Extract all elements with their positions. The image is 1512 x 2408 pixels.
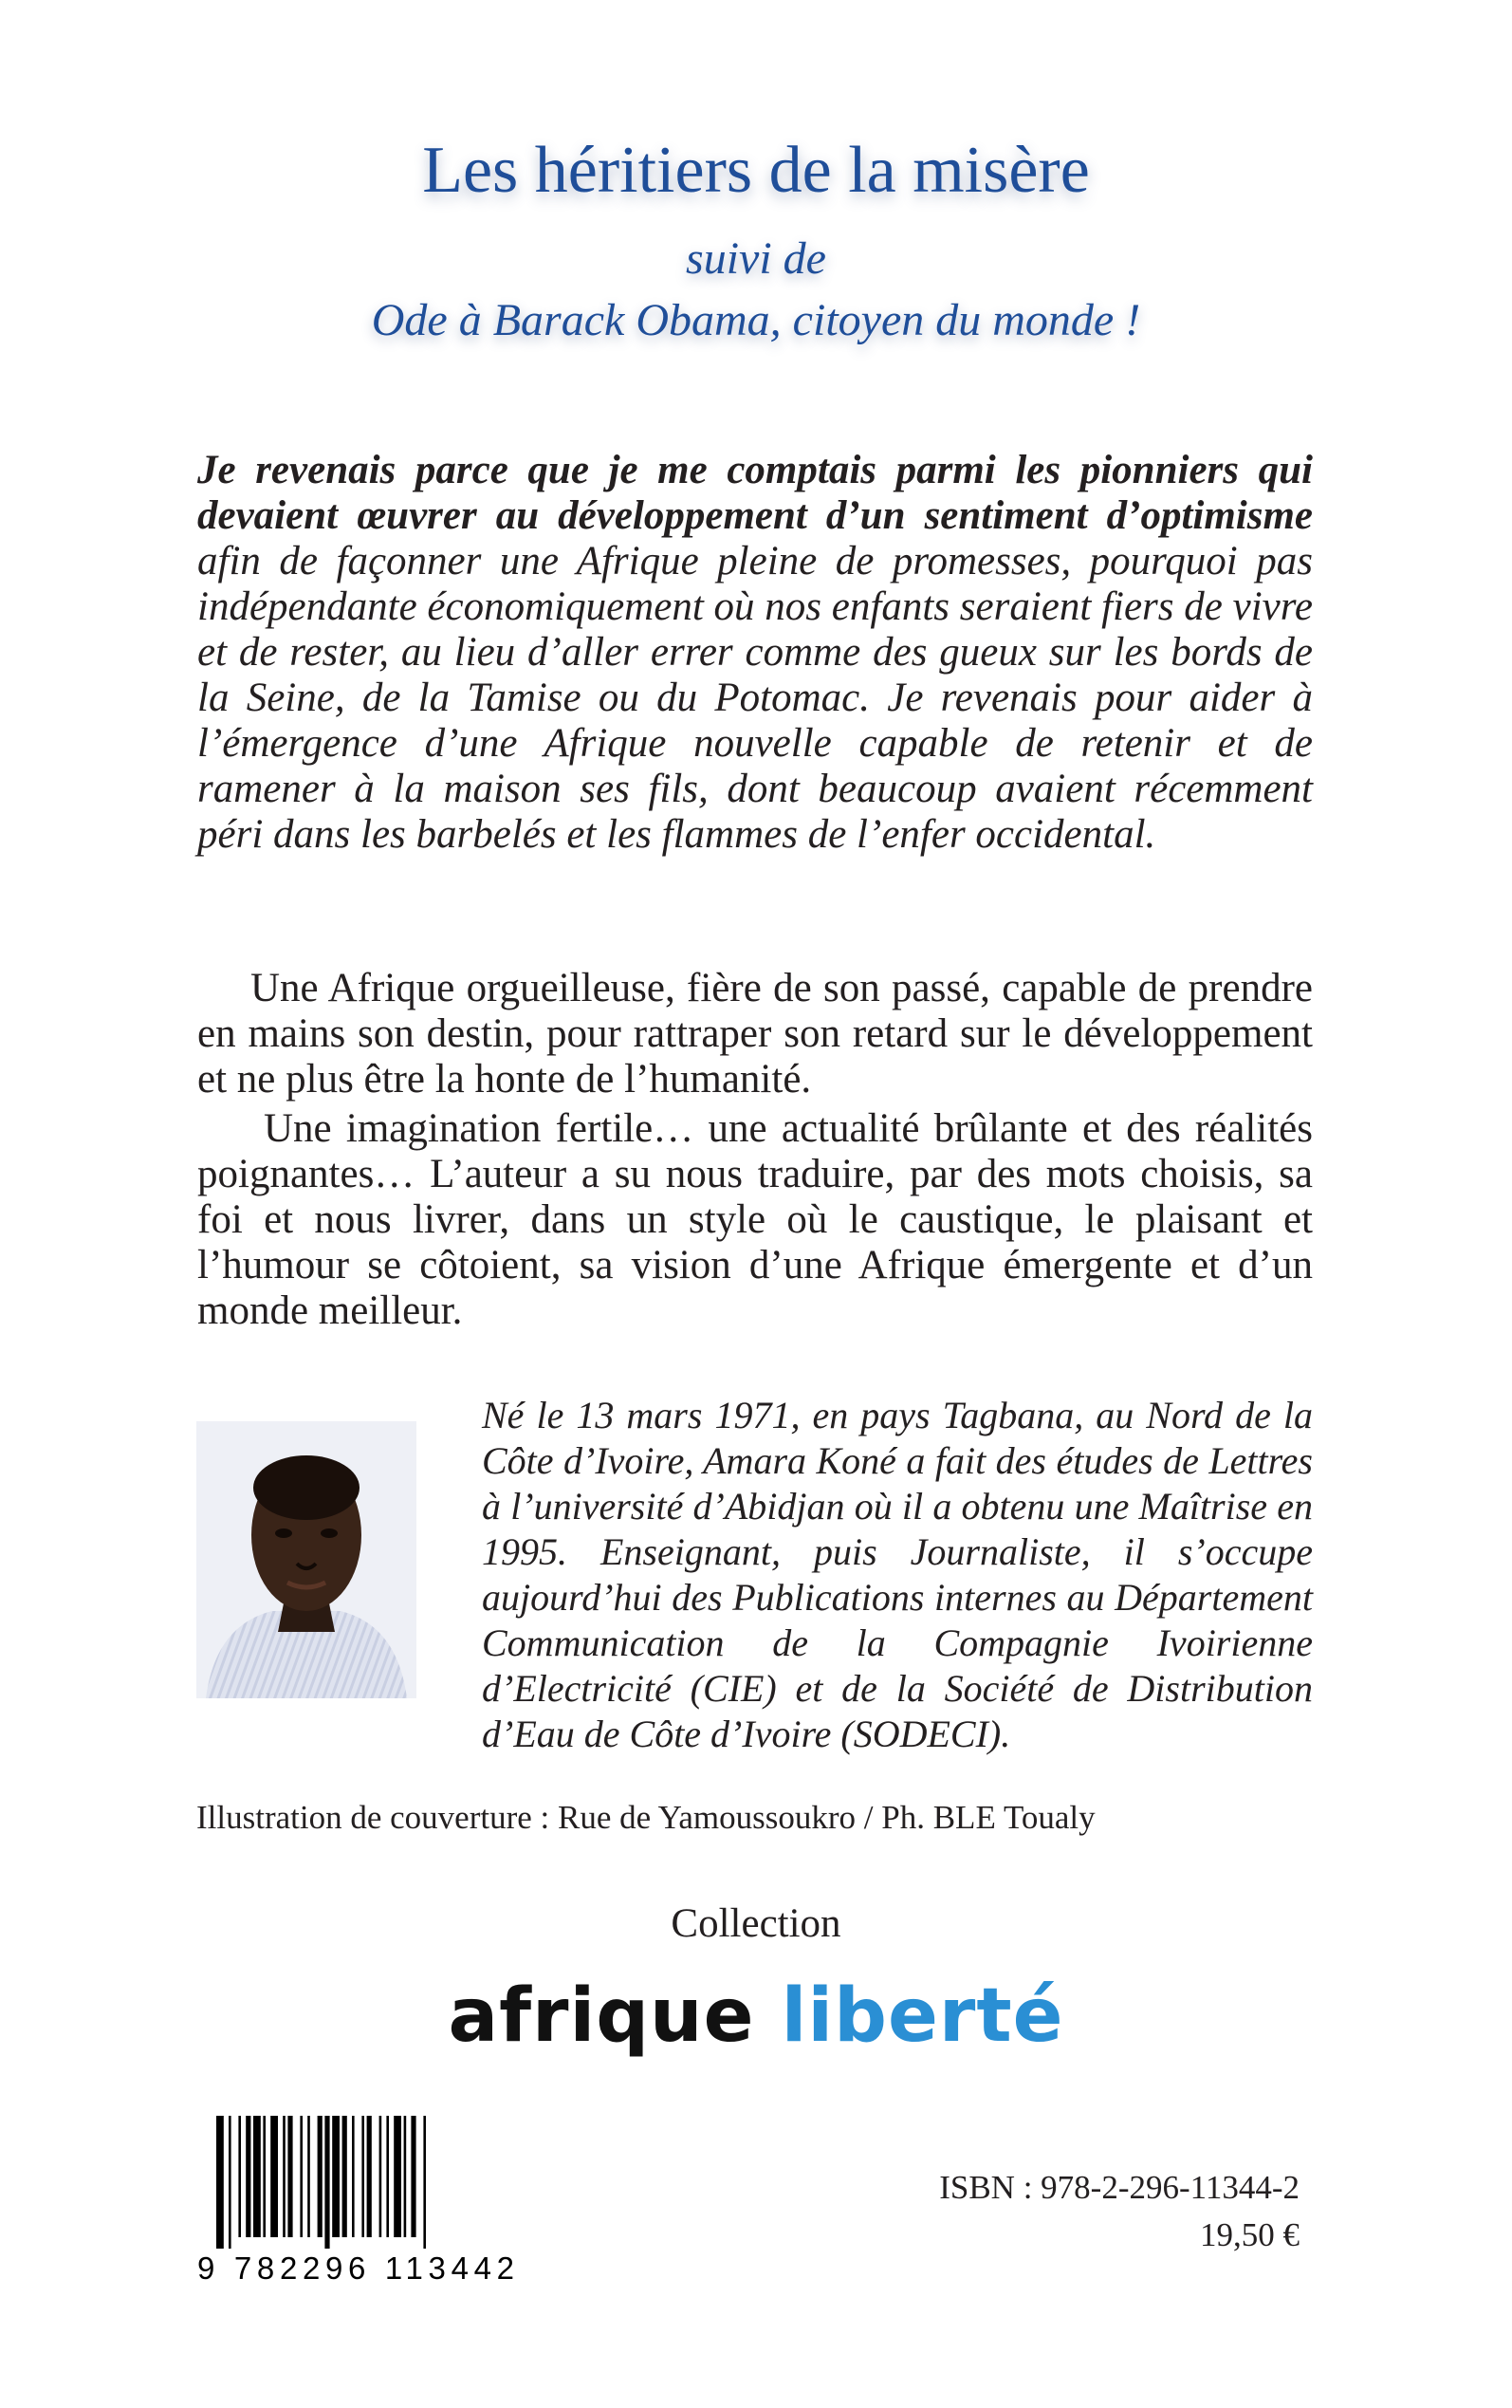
isbn: ISBN : 978-2-296-11344-2 xyxy=(939,2169,1300,2206)
barcode-bar xyxy=(238,2116,241,2237)
blurb-rest: afin de façonner une Afrique pleine de promesses, pourquoi pas indépendante économiquement où nos enfants seraient fiers de vivre et de rester, au lieu d’aller errer comme des gueux sur les bords de la Seine, de la Tamise ou du Potomac. Je revenais pour aider à l’émergence d’une Afrique nouvelle capable de retenir et de ramener à la maison ses fils, dont beaucoup avaient récemment péri dans les barbelés et les flammes de l’enfer occidental. xyxy=(197,539,1313,857)
author-photo xyxy=(196,1421,416,1698)
barcode-bar xyxy=(270,2116,278,2237)
barcode-bar xyxy=(324,2116,329,2249)
author-bio: Né le 13 mars 1971, en pays Tagbana, au Nord de la Côte d’Ivoire, Amara Koné a fait des études de Lettres à l’université d’Abidjan où il a obtenu une Maîtrise en 1995. Enseignant, puis Journaliste, il s’occupe aujourd’hui des Publications internes au Département Communication de la Compagnie Ivoirienne d’Electricité (CIE) et de la Société de Distribution d’Eau de Côte d’Ivoire (SODECI). xyxy=(482,1394,1313,1755)
price: 19,50 € xyxy=(1200,2216,1300,2253)
barcode-bar xyxy=(318,2116,323,2237)
logo-word-liberte: liberté xyxy=(781,1973,1064,2059)
barcode-bar xyxy=(216,2116,224,2249)
cover-credit: Illustration de couverture : Rue de Yamoussoukro / Ph. BLE Toualy xyxy=(196,1799,1096,1836)
barcode-bar xyxy=(361,2116,364,2237)
barcode-digits: 9 782296 113442 xyxy=(197,2251,514,2286)
description-paragraph-2: Une imagination fertile… une actualité brûlante et des réalités poignantes… L’auteur a su nous traduire, par des mots choisis, sa foi et nous livrer, dans un style où le caustique, le plaisant et l’humour se côtoient, sa vision d’une Afrique émergente et d’un monde meilleur. xyxy=(197,1106,1313,1333)
barcode-bar xyxy=(307,2116,310,2237)
barcode-bar xyxy=(352,2116,355,2237)
barcode-bar xyxy=(263,2116,266,2237)
blurb-bold: Je revenais parce que je me comptais parmi les pionniers qui devaient œuvrer au développement d’un sentiment d’optimisme xyxy=(197,448,1313,538)
description-paragraph-1: Une Afrique orgueilleuse, fière de son passé, capable de prendre en mains son destin, pour rattraper son retard sur le développement et ne plus être la honte de l’humanité. xyxy=(197,966,1313,1102)
barcode-bar xyxy=(367,2116,372,2237)
barcode-bar xyxy=(229,2116,231,2249)
subtitle-prefix: suivi de xyxy=(686,233,826,284)
barcode-bar xyxy=(246,2116,250,2237)
collection-label: Collection xyxy=(671,1901,841,1946)
collection-logo xyxy=(0,1973,1512,2059)
barcode xyxy=(195,2116,518,2287)
logo-word-afrique: afrique xyxy=(448,1973,755,2059)
barcode-bar xyxy=(404,2116,407,2237)
barcode-bar xyxy=(423,2116,426,2249)
book-title: Les héritiers de la misère xyxy=(422,134,1090,207)
barcode-bar xyxy=(300,2116,303,2237)
barcode-bar xyxy=(332,2116,340,2237)
subtitle: Ode à Barack Obama, citoyen du monde ! xyxy=(371,295,1141,345)
barcode-bar xyxy=(342,2116,347,2237)
barcode-bar xyxy=(411,2116,415,2237)
barcode-bar xyxy=(386,2116,389,2237)
blurb-excerpt xyxy=(197,448,1313,858)
barcode-bar xyxy=(379,2116,382,2237)
barcode-bar xyxy=(287,2116,292,2237)
barcode-bar xyxy=(283,2116,286,2237)
barcode-bar xyxy=(394,2116,401,2237)
barcode-bar xyxy=(253,2116,261,2237)
